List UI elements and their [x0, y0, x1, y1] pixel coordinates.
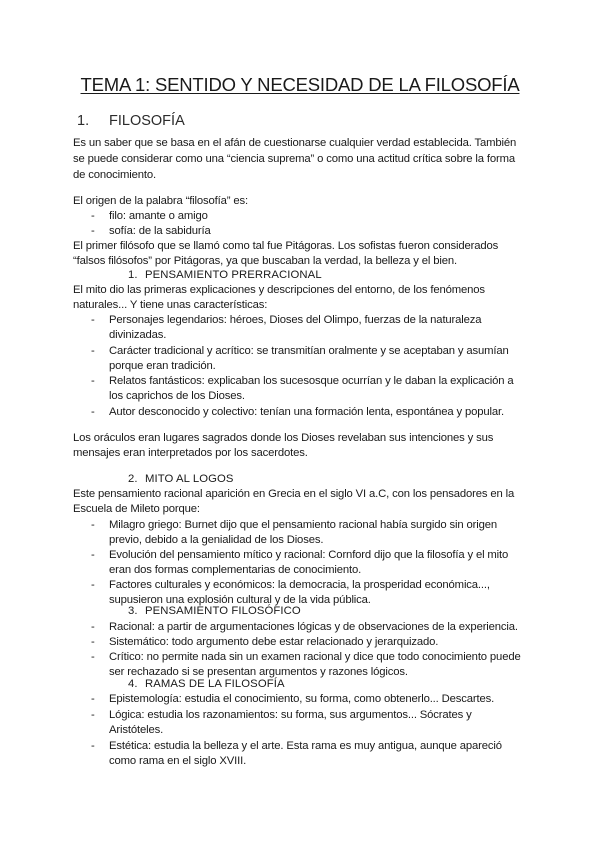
bullet-dash: - [91, 519, 95, 531]
bullet-dash: - [91, 693, 95, 705]
origin-item: sofía: de la sabiduría [109, 225, 211, 237]
bullet-dash: - [91, 345, 95, 357]
origin-after-line: El primer filósofo que se llamó como tal fue Pitágoras. Los sofistas fueron considerados [73, 240, 499, 252]
subsection-label: MITO AL LOGOS [145, 473, 234, 485]
document-title: TEMA 1: SENTIDO Y NECESIDAD DE LA FILOSOFÍA [80, 74, 520, 95]
origin-item: filo: amante o amigo [109, 210, 208, 222]
origin-after-line: “falsos filósofos” por Pitágoras, ya que buscaban la verdad, la belleza y el bien. [73, 255, 457, 267]
list-item-cont: como rama en el siglo XVIII. [109, 755, 247, 767]
subsection-number: 1. [128, 269, 138, 281]
subsection-heading-ramas [128, 676, 285, 692]
list-item-cont: supusieron una explosión cultural y de la vida pública. [109, 594, 371, 606]
bullet-dash: - [91, 210, 95, 222]
intro-line: Es un saber que se basa en el afán de cuestionarse cualquier verdad establecida. También [73, 137, 517, 149]
list-item-cont: Aristóteles. [109, 724, 164, 736]
bullet-dash: - [91, 636, 95, 648]
list-item: Racional: a partir de argumentaciones lógicas y de observaciones de la experiencia. [109, 621, 518, 633]
subsection-number: 3. [128, 605, 138, 617]
bullet-dash: - [91, 651, 95, 663]
list-item: Lógica: estudia los razonamientos: su forma, sus argumentos... Sócrates y [109, 709, 472, 721]
list-item: Factores culturales y económicos: la democracia, la prosperidad económica..., [109, 579, 490, 591]
subsection-heading-prerracional [128, 267, 322, 283]
subsection-heading-filosofico [128, 603, 301, 619]
origin-lead: El origen de la palabra “filosofía” es: [73, 195, 248, 207]
bullet-dash: - [91, 375, 95, 387]
subsection-heading-mito-logos [128, 471, 234, 487]
list-item: Carácter tradicional y acrítico: se transmitían oralmente y se aceptaban y asumían [109, 345, 509, 357]
intro-line: de conocimiento. [73, 169, 157, 181]
list-item-cont: ser rechazado si se presentan argumentos y razones lógicos. [109, 666, 408, 678]
oracles-line: Los oráculos eran lugares sagrados donde los Dioses revelaban sus intenciones y sus [73, 432, 494, 444]
bullet-dash: - [91, 621, 95, 633]
prerracional-lead: El mito dio las primeras explicaciones y descripciones del entorno, de los fenómenos [73, 284, 485, 296]
list-item: Epistemología: estudia el conocimiento, su forma, como obtenerlo... Descartes. [109, 693, 495, 705]
intro-line: se puede considerar como una “ciencia suprema” o como una actitud crítica sobre la forma [73, 153, 516, 165]
list-item: Crítico: no permite nada sin un examen racional y dice que todo conocimiento puede [109, 651, 521, 663]
bullet-dash: - [91, 225, 95, 237]
bullet-dash: - [91, 549, 95, 561]
list-item-cont: previo, debido a la genialidad de los Dioses. [109, 534, 324, 546]
mito-logos-lead: Este pensamiento racional aparición en Grecia en el siglo VI a.C, con los pensadores en la [73, 488, 515, 500]
mito-logos-lead: Escuela de Mileto porque: [73, 503, 200, 515]
section-heading-filosofia [77, 113, 185, 129]
subsection-label: PENSAMIENTO FILOSÓFICO [145, 605, 301, 617]
subsection-number: 2. [128, 473, 138, 485]
section-number: 1. [77, 113, 90, 129]
list-item: Estética: estudia la belleza y el arte. Esta rama es muy antigua, aunque apareció [109, 740, 502, 752]
subsection-label: PENSAMIENTO PRERRACIONAL [145, 269, 322, 281]
list-item-cont: eran dos formas complementarias de conocimiento. [109, 564, 362, 576]
list-item: Relatos fantásticos: explicaban los sucesosque ocurrían y le daban la explicación a [109, 375, 514, 387]
bullet-dash: - [91, 709, 95, 721]
list-item: Sistemático: todo argumento debe estar relacionado y jerarquizado. [109, 636, 439, 648]
list-item: Evolución del pensamiento mítico y racional: Cornford dijo que la filosofía y el mito [109, 549, 509, 561]
list-item-cont: porque eran tradición. [109, 360, 216, 372]
bullet-dash: - [91, 740, 95, 752]
bullet-dash: - [91, 579, 95, 591]
list-item-cont: los caprichos de los Dioses. [109, 390, 245, 402]
list-item: Personajes legendarios: héroes, Dioses del Olimpo, fuerzas de la naturaleza [109, 314, 482, 326]
oracles-line: mensajes eran interpretados por los sacerdotes. [73, 447, 308, 459]
list-item: Milagro griego: Burnet dijo que el pensamiento racional había surgido sin origen [109, 519, 498, 531]
list-item-cont: divinizadas. [109, 329, 167, 341]
bullet-dash: - [91, 314, 95, 326]
subsection-number: 4. [128, 678, 138, 690]
prerracional-lead: naturales... Y tiene unas características: [73, 299, 268, 311]
subsection-label: RAMAS DE LA FILOSOFÍA [145, 678, 285, 690]
list-item: Autor desconocido y colectivo: tenían una formación lenta, espontánea y popular. [109, 406, 504, 418]
section-label: FILOSOFÍA [109, 113, 185, 129]
bullet-dash: - [91, 406, 95, 418]
